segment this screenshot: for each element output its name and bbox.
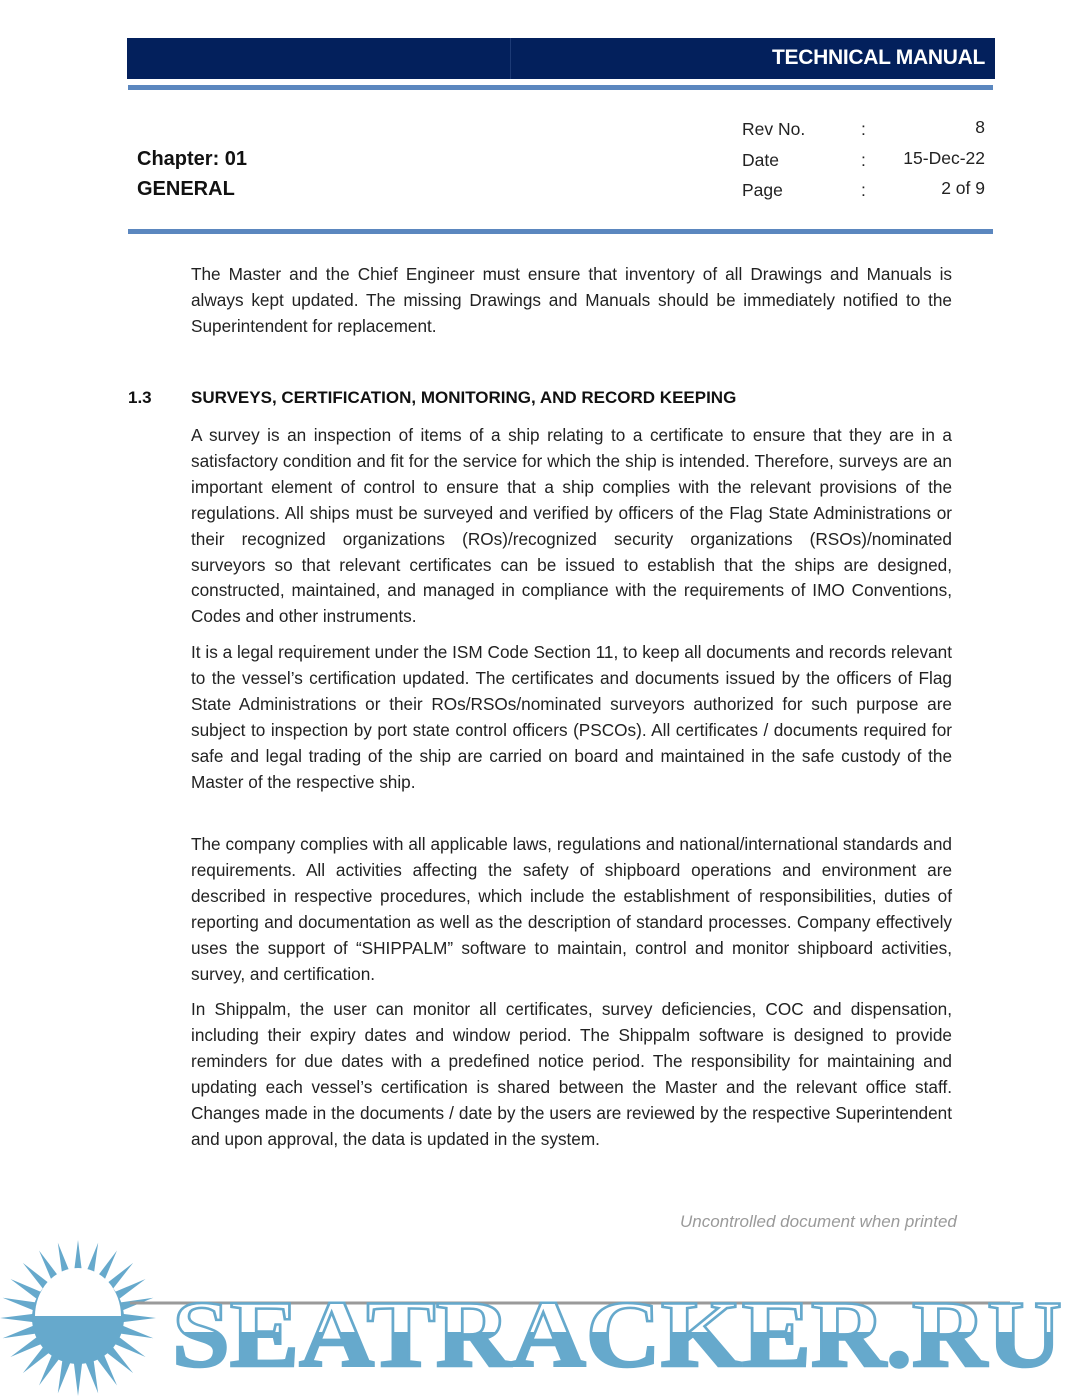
paragraph-text: In Shippalm, the user can monitor all certificates, survey deficiencies, COC and dispensation, including their expiry dates and window period. The Shippalm software is designed to provide reminders for due dates with a predefined notice period. The responsibility for maintaining and updating each vessel’s certification is shared between the Master and the relevant office staff. Changes made in the documents / date by the users are reviewed by the respective Superintendent and upon approval, the data is updated in the system. [191, 999, 952, 1149]
watermark-text: SEATRACKER.RU [172, 1281, 1062, 1387]
page-label: Page [742, 180, 783, 200]
banner-divider [510, 38, 511, 79]
paragraph-text: It is a legal requirement under the ISM Code Section 11, to keep all documents and records relevant to the vessel’s certification updated. The certificates and documents issued by the officers of Flag State Administrations or their ROs/RSOs/nominated surveyors authorized for such purpose are subject to inspection by port state control officers (PSCOs). All certificates / documents required for safe and legal trading of the ship are carried on board and maintained in the safe custody of the Master of the respective ship. [191, 642, 952, 792]
chapter-number: Chapter: 01 [137, 148, 248, 170]
page-sep: : [861, 180, 866, 200]
section-paragraph-4 [191, 997, 952, 1152]
rev-value: 8 [975, 117, 985, 137]
date-label: Date [742, 150, 779, 170]
rev-label: Rev No. [742, 119, 806, 139]
section-paragraph-1 [191, 423, 952, 630]
chapter-name: GENERAL [137, 178, 235, 200]
date-value: 15-Dec-22 [903, 148, 985, 168]
section-number: 1.3 [128, 388, 152, 407]
intro-paragraph [191, 262, 952, 340]
paragraph-text: The company complies with all applicable laws, regulations and national/international standards and requirements. All activities affecting the safety of shipboard operations and environment are described in respective procedures, which include the establishment of responsibilities, duties of reporting and documentation as well as the description of standard processes. Company effectively uses the support of “SHIPPALM” software to maintain, control and monitor shipboard activities, survey, and certification. [191, 834, 952, 984]
uncontrolled-note: Uncontrolled document when printed [680, 1212, 957, 1231]
header-rule-top [128, 85, 993, 90]
header-rule-bottom [128, 229, 993, 234]
paragraph-text: The Master and the Chief Engineer must ensure that inventory of all Drawings and Manuals is always kept updated. The missing Drawings and Manuals should be immediately notified to the Superintendent for replacement. [191, 264, 952, 336]
manual-title: TECHNICAL MANUAL [772, 46, 985, 69]
section-paragraph-2 [191, 640, 952, 795]
header-banner [127, 38, 995, 79]
paragraph-text: A survey is an inspection of items of a ship relating to a certificate to ensure that they are in a satisfactory condition and fit for the service for which the ship is intended. Therefore, surveys are an important element of control to ensure that a ship complies with the relevant provisions of the regulations. All ships must be surveyed and verified by officers of the Flag State Administrations or their recognized organizations (ROs)/recognized security organizations (RSOs)/nominated surveyors so that relevant certificates can be issued to establish that the ships are designed, constructed, maintained, and managed in compliance with the requirements of IMO Conventions, Codes and other instruments. [191, 425, 952, 627]
seatracker-watermark [0, 1238, 1080, 1397]
date-sep: : [861, 150, 866, 170]
rev-sep: : [861, 119, 866, 139]
sun-logo-icon [0, 1240, 156, 1396]
section-paragraph-3 [191, 832, 952, 987]
section-title: SURVEYS, CERTIFICATION, MONITORING, AND RECORD KEEPING [191, 388, 737, 407]
page-value: 2 of 9 [941, 178, 985, 198]
